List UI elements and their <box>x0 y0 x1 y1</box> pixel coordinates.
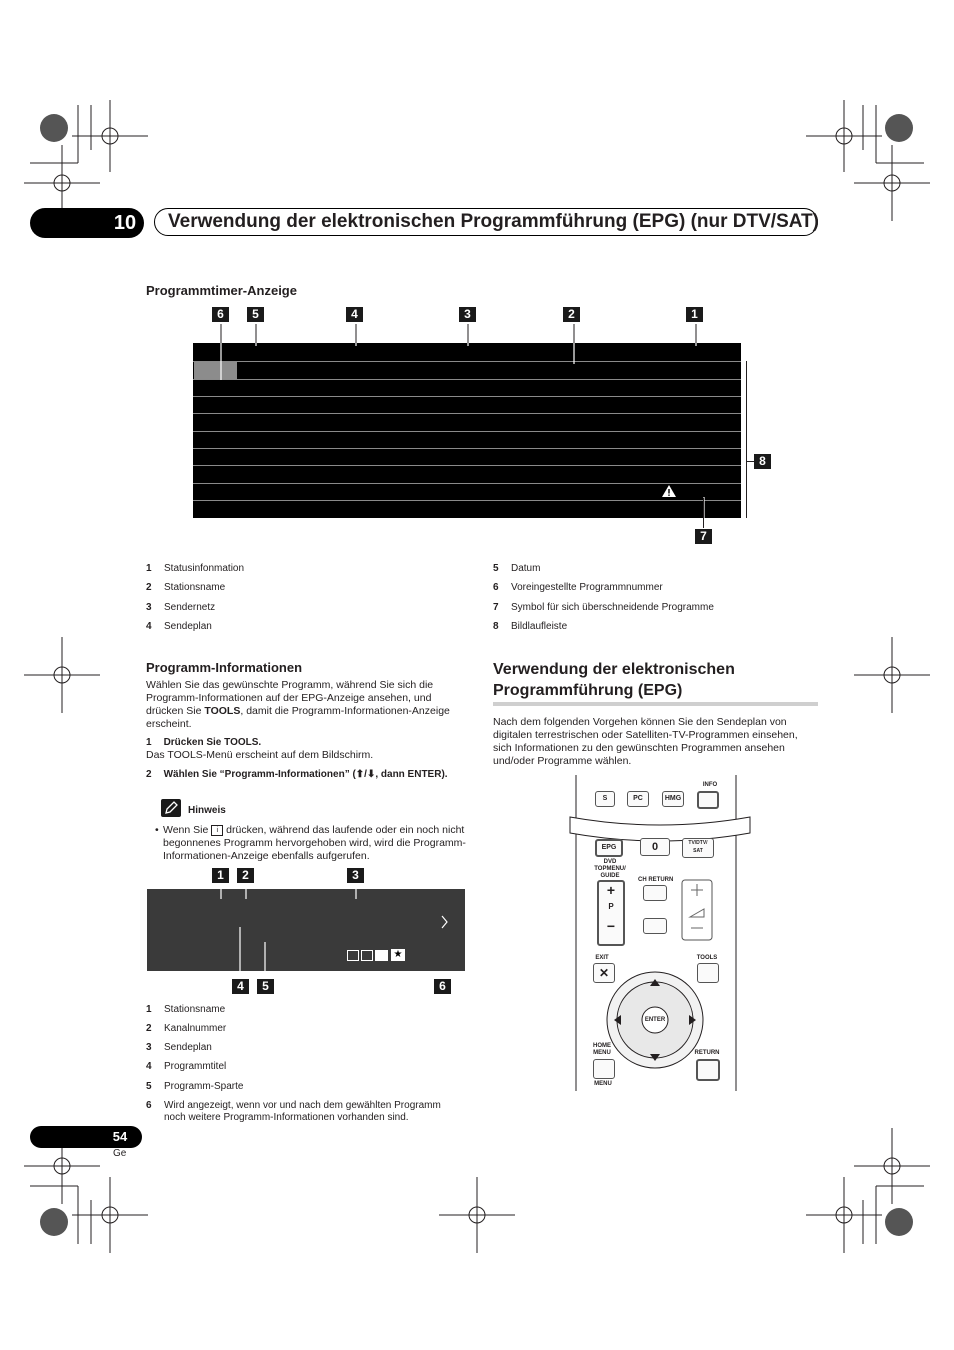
callout-4: 4 <box>232 979 249 994</box>
s-button: S <box>595 791 615 807</box>
mute-button <box>643 918 667 934</box>
home-menu-button <box>593 1059 615 1079</box>
info-button <box>697 791 719 809</box>
epg-button: EPG <box>595 839 623 857</box>
hint-bullet: • <box>155 824 159 836</box>
tools-label: TOOLS <box>696 955 718 961</box>
tools-button <box>697 963 719 983</box>
callout-3: 3 <box>347 868 364 883</box>
home-menu-label: HOME MENU <box>593 1043 611 1056</box>
hint-title: Hinweis <box>188 805 226 816</box>
callout-1: 1 <box>212 868 229 883</box>
callout-3: 3 <box>459 307 476 322</box>
channel-rocker: + P − <box>597 880 625 946</box>
favorite-star-icon: ★ <box>391 949 405 961</box>
callout-2: 2 <box>563 307 580 322</box>
callout-leader <box>703 498 704 528</box>
step-1-text: Das TOOLS-Menü erscheint auf dem Bildschirm. <box>146 749 374 761</box>
callout-5: 5 <box>247 307 264 322</box>
callout-5: 5 <box>257 979 274 994</box>
chapter-title: Verwendung der elektronischen Programmführung (EPG) (nur DTV/SAT) <box>168 211 819 232</box>
menu-label: MENU <box>594 1081 612 1087</box>
tv-dtv-sat-button: TV/DTV/ SAT <box>682 838 714 858</box>
page-language: Ge <box>113 1148 127 1159</box>
callout-7: 7 <box>695 529 712 544</box>
enter-label: ENTER <box>644 1017 666 1023</box>
page-number: 54 <box>112 1129 128 1144</box>
hint-pencil-icon <box>161 799 181 817</box>
subtitle-icon <box>347 950 359 961</box>
callout-6: 6 <box>212 307 229 322</box>
return-label: RETURN <box>694 1050 720 1056</box>
callout-8: 8 <box>754 454 771 469</box>
program-info-banner <box>147 889 465 971</box>
timer-legend: 1 Statusinfonmation 2 Stationsname 3 Sendernetz 4 Sendeplan <box>146 563 245 632</box>
callout-leader <box>746 461 754 462</box>
teletext-icon <box>361 950 373 961</box>
callout-6: 6 <box>434 979 451 994</box>
info-button-icon: i <box>211 825 223 836</box>
heading-rule <box>493 702 818 706</box>
chapter-number: 10 <box>113 212 137 234</box>
exit-label: EXIT <box>595 955 609 961</box>
step-1: 1 Drücken Sie TOOLS. <box>146 737 262 748</box>
return-button <box>696 1059 720 1081</box>
exit-button: ✕ <box>593 963 615 983</box>
ch-return-label: CH RETURN <box>638 877 674 883</box>
info-heading: Programm-Informationen <box>146 660 303 675</box>
pc-button: PC <box>627 791 649 807</box>
callout-leaders <box>190 320 750 520</box>
info-label: INFO <box>702 782 718 788</box>
step-2: 2 Wählen Sie “Programm-Informationen” (⬆/⬇, dann ENTER). <box>146 769 448 780</box>
audio-icon <box>375 950 388 961</box>
epg-heading: Verwendung der elektronischen Programmführung (EPG) <box>493 661 735 699</box>
hint-text: Wenn Sie i drücken, während das laufende oder ein noch nicht begonnenes Programm hervorgehoben wird, wird die Programm-Informationen-Anzeige ebenfalls aufgerufen. <box>163 824 466 862</box>
dvd-topmenu-label: DVD TOPMENU/ GUIDE <box>594 859 626 879</box>
remote-control-illustration <box>560 775 760 1095</box>
timer-heading: Programmtimer-Anzeige <box>146 283 297 298</box>
callout-2: 2 <box>237 868 254 883</box>
ch-return-button <box>643 885 667 901</box>
callout-1: 1 <box>686 307 703 322</box>
zero-button: 0 <box>640 838 670 856</box>
info-intro: Wählen Sie das gewünschte Programm, während Sie sich die Programm-Informationen auf der EPG-Anzeige ansehen, und drücken Sie TOOLS, damit die Programm-Informationen-Anzeige erscheint. <box>146 679 450 730</box>
callout-4: 4 <box>346 307 363 322</box>
scrollbar-indicator <box>746 361 747 518</box>
info-legend: 1 Stationsname 2 Kanalnummer 3 Sendeplan 4 Programmtitel 5 Programm-Sparte 6 Wird angezeigt, wenn vor und nach dem gewählten Programm noch weitere Programm-Informationen vorhanden sind. <box>146 1004 441 1123</box>
hmg-button: HMG <box>662 791 684 807</box>
epg-description: Nach dem folgenden Vorgehen können Sie den Sendeplan von digitalen terrestrischen oder Satelliten-TV-Programmen einsehen, sich Informationen zu den gewünschten Programmen ansehen und/oder Programme wählen. <box>493 716 798 767</box>
timer-legend-right: 5 Datum 6 Voreingestellte Programmnummer 7 Symbol für sich überschneidende Programme 8 Bildlaufleiste <box>493 563 714 632</box>
